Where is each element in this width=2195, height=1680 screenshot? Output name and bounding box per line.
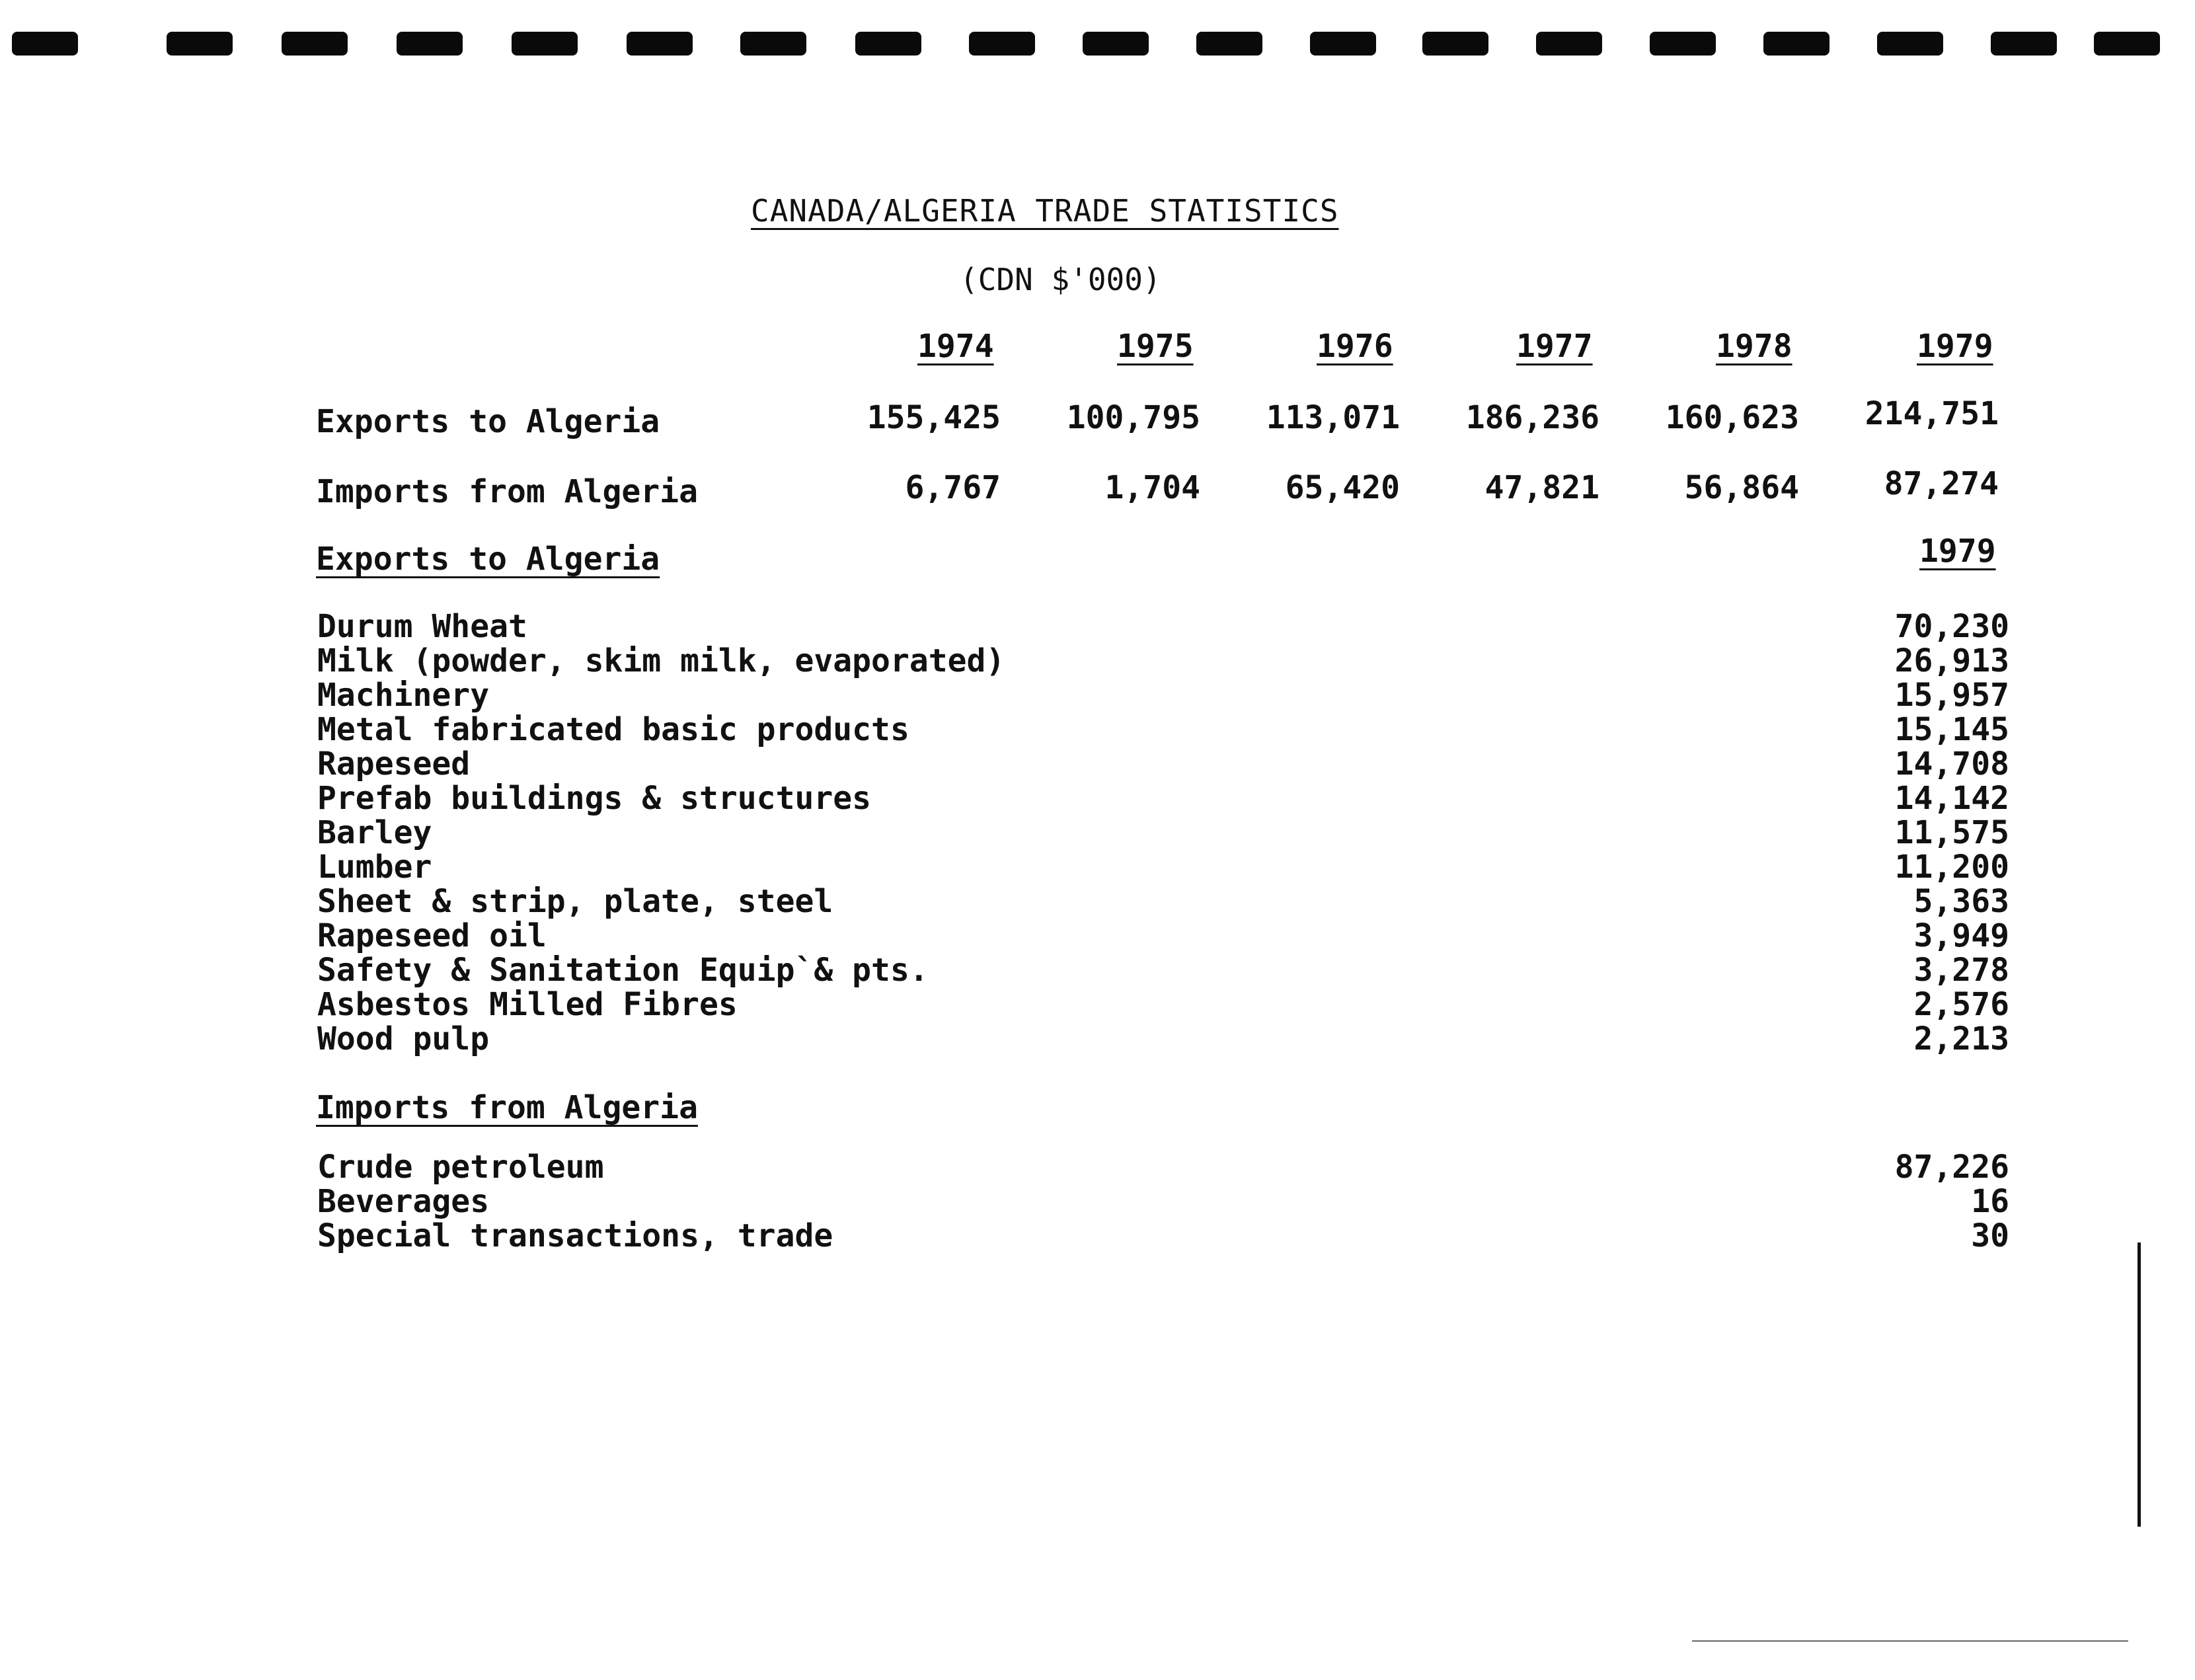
year-header-1975: 1975 [1117, 328, 1194, 365]
item-value: 2,576 [1913, 986, 2009, 1023]
perforation-mark [1083, 32, 1149, 56]
year-header-1978: 1978 [1716, 328, 1792, 365]
perforation-mark [627, 32, 693, 56]
list-item [317, 987, 2009, 1022]
exports-item-list [317, 609, 2009, 1056]
item-name: Asbestos Milled Fibres [317, 986, 738, 1023]
year-header-1976: 1976 [1317, 328, 1393, 365]
list-item [317, 884, 2009, 919]
item-name: Special transactions, trade [317, 1217, 833, 1254]
item-name: Sheet & strip, plate, steel [317, 883, 833, 920]
item-name: Rapeseed oil [317, 917, 547, 954]
list-item [317, 781, 2009, 816]
imports-section-heading: Imports from Algeria [316, 1089, 698, 1126]
item-value: 3,949 [1913, 917, 2009, 954]
page-title: CANADA/ALGERIA TRADE STATISTICS [751, 193, 1339, 229]
year-header-1979: 1979 [1917, 328, 1993, 365]
item-value: 26,913 [1894, 642, 2009, 679]
summary-value: 1,704 [1104, 469, 1200, 506]
list-item [317, 953, 2009, 987]
item-name: Milk (powder, skim milk, evaporated) [317, 642, 1005, 679]
perforation-mark [1763, 32, 1829, 56]
item-value: 15,145 [1894, 711, 2009, 748]
year-header-1974: 1974 [917, 328, 994, 365]
summary-value: 214,751 [1865, 395, 1999, 432]
item-value: 2,213 [1913, 1020, 2009, 1057]
perforation-mark [1196, 32, 1262, 56]
list-item [317, 1022, 2009, 1056]
list-item [317, 1150, 2009, 1184]
exports-section-year: 1979 [1919, 533, 1996, 570]
perforation-mark [1310, 32, 1376, 56]
list-item [317, 816, 2009, 850]
list-item [317, 712, 2009, 747]
perforation-mark [167, 32, 233, 56]
summary-value: 6,767 [905, 469, 1001, 506]
units-label: (CDN $'000) [960, 262, 1161, 297]
item-name: Metal fabricated basic products [317, 711, 909, 748]
item-name: Crude petroleum [317, 1149, 604, 1186]
item-value: 3,278 [1913, 952, 2009, 989]
list-item [317, 1219, 2009, 1253]
scan-edge-line [2137, 1242, 2141, 1527]
list-item [317, 678, 2009, 712]
item-name: Machinery [317, 677, 490, 714]
item-name: Rapeseed [317, 745, 471, 783]
summary-row-label: Imports from Algeria [316, 473, 698, 510]
item-value: 16 [1971, 1183, 2009, 1220]
perforation-mark [397, 32, 463, 56]
exports-section-heading: Exports to Algeria [316, 541, 660, 578]
list-item [317, 919, 2009, 953]
item-name: Durum Wheat [317, 608, 527, 645]
perforation-mark [855, 32, 921, 56]
item-name: Prefab buildings & structures [317, 780, 872, 817]
perforation-mark [1991, 32, 2057, 56]
perforation-mark [1536, 32, 1602, 56]
item-name: Beverages [317, 1183, 490, 1220]
summary-value: 113,071 [1266, 399, 1400, 436]
perforation-mark [2094, 32, 2160, 56]
item-name: Wood pulp [317, 1020, 490, 1057]
item-value: 15,957 [1894, 677, 2009, 714]
summary-value: 186,236 [1465, 399, 1599, 436]
summary-value: 160,623 [1665, 399, 1799, 436]
item-value: 5,363 [1913, 883, 2009, 920]
list-item [317, 1184, 2009, 1219]
summary-value: 47,821 [1484, 469, 1599, 506]
item-name: Lumber [317, 849, 432, 886]
item-value: 30 [1971, 1217, 2009, 1254]
item-name: Barley [317, 814, 432, 851]
item-value: 87,226 [1894, 1149, 2009, 1186]
perforation-mark [512, 32, 578, 56]
summary-value: 56,864 [1684, 469, 1799, 506]
scan-bottom-line [1692, 1640, 2128, 1642]
summary-row-label: Exports to Algeria [316, 403, 660, 440]
list-item [317, 644, 2009, 678]
perforation-mark [1650, 32, 1716, 56]
list-item [317, 609, 2009, 644]
item-value: 11,575 [1894, 814, 2009, 851]
perforation-strip [12, 32, 2186, 57]
perforation-mark [12, 32, 78, 56]
summary-value: 87,274 [1884, 465, 1999, 502]
perforation-mark [969, 32, 1035, 56]
item-value: 14,708 [1894, 745, 2009, 783]
perforation-mark [1877, 32, 1943, 56]
summary-value: 65,420 [1285, 469, 1400, 506]
summary-value: 100,795 [1066, 399, 1200, 436]
perforation-mark [282, 32, 348, 56]
imports-item-list [317, 1150, 2009, 1253]
item-value: 14,142 [1894, 780, 2009, 817]
list-item [317, 747, 2009, 781]
item-value: 70,230 [1894, 608, 2009, 645]
perforation-mark [1422, 32, 1488, 56]
item-name: Safety & Sanitation Equip`& pts. [317, 952, 929, 989]
summary-value: 155,425 [866, 399, 1001, 436]
perforation-mark [740, 32, 806, 56]
year-header-1977: 1977 [1516, 328, 1593, 365]
item-value: 11,200 [1894, 849, 2009, 886]
list-item [317, 850, 2009, 884]
